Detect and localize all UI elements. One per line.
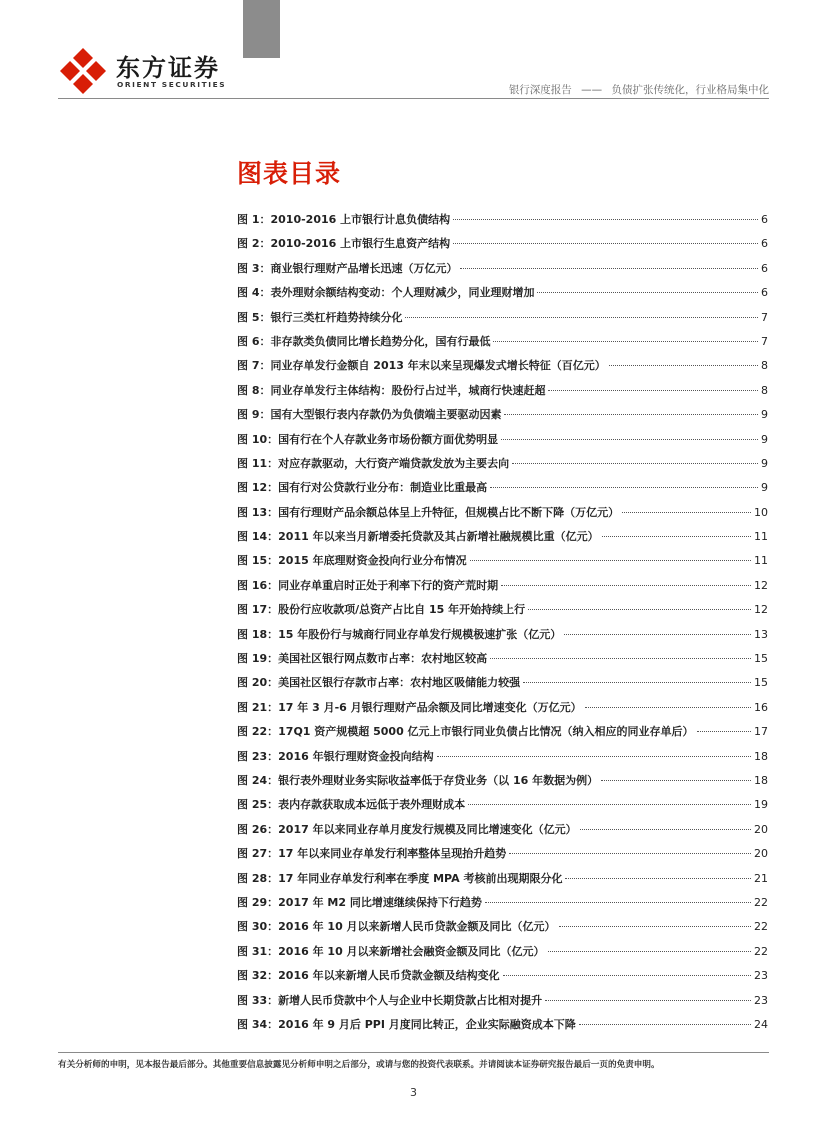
toc-entry-page: 9: [761, 408, 768, 422]
toc-entry-page: 15: [754, 652, 768, 666]
toc-entry-label: 图 11：对应存款驱动，大行资产端贷款发放为主要去向: [237, 456, 510, 470]
toc-entry-page: 6: [761, 261, 768, 275]
toc-leader-dots: [545, 1000, 751, 1001]
toc-leader-dots: [437, 756, 751, 757]
toc-leader-dots: [602, 536, 751, 537]
toc-leader-dots: [453, 243, 758, 244]
toc-leader-dots: [601, 780, 751, 781]
toc-entry[interactable]: [237, 257, 768, 281]
toc-entry[interactable]: [237, 769, 768, 793]
toc-entry-label: 图 26：2017 年以来同业存单月度发行规模及同比增速变化（亿元）: [237, 822, 577, 836]
toc-entry[interactable]: [237, 501, 768, 525]
toc-entry[interactable]: [237, 989, 768, 1013]
toc-leader-dots: [559, 926, 751, 927]
toc-leader-dots: [537, 292, 758, 293]
toc-entry-page: 18: [754, 749, 768, 763]
toc-leader-dots: [548, 951, 751, 952]
toc-entry[interactable]: [237, 1013, 768, 1037]
toc-leader-dots: [523, 682, 751, 683]
toc-leader-dots: [468, 804, 751, 805]
toc-leader-dots: [501, 585, 751, 586]
toc-leader-dots: [565, 878, 751, 879]
toc-entry-page: 15: [754, 676, 768, 690]
toc-entry-label: 图 8：同业存单发行主体结构：股份行占过半，城商行快速赶超: [237, 383, 546, 397]
running-header: [509, 82, 769, 97]
toc-entry-page: 22: [754, 895, 768, 909]
table-of-figures: [237, 208, 768, 1037]
toc-entry-label: 图 6：非存款类负债同比增长趋势分化，国有行最低: [237, 334, 491, 348]
toc-entry-page: 24: [754, 1017, 768, 1031]
toc-leader-dots: [579, 1024, 751, 1025]
toc-entry-page: 20: [754, 847, 768, 861]
toc-entry[interactable]: [237, 964, 768, 988]
toc-entry[interactable]: [237, 232, 768, 256]
toc-entry-page: 22: [754, 944, 768, 958]
toc-entry[interactable]: [237, 379, 768, 403]
toc-leader-dots: [697, 731, 751, 732]
report-type: 银行深度报告: [508, 84, 572, 96]
toc-leader-dots: [493, 341, 758, 342]
page-number: 3: [410, 1086, 417, 1099]
toc-entry-page: 11: [754, 530, 768, 544]
toc-entry[interactable]: [237, 403, 768, 427]
toc-entry-label: 图 3：商业银行理财产品增长迅速（万亿元）: [237, 261, 458, 275]
toc-entry-page: 19: [754, 798, 768, 812]
toc-leader-dots: [470, 560, 751, 561]
toc-entry-page: 12: [754, 578, 768, 592]
footer-divider: [58, 1052, 769, 1053]
toc-entry-page: 7: [761, 334, 768, 348]
brand-logo: [58, 46, 228, 96]
toc-entry-label: 图 5：银行三类杠杆趋势持续分化: [237, 310, 403, 324]
toc-entry-label: 图 30：2016 年 10 月以来新增人民币贷款金额及同比（亿元）: [237, 920, 556, 934]
toc-entry[interactable]: [237, 720, 768, 744]
toc-entry[interactable]: [237, 354, 768, 378]
toc-entry-label: 图 34：2016 年 9 月后 PPI 月度同比转正，企业实际融资成本下降: [237, 1017, 576, 1031]
toc-leader-dots: [580, 829, 751, 830]
header-separator: ——: [581, 84, 603, 96]
toc-entry[interactable]: [237, 818, 768, 842]
toc-entry-page: 23: [754, 969, 768, 983]
toc-leader-dots: [585, 707, 751, 708]
toc-entry-label: 图 19：美国社区银行网点数市占率：农村地区较高: [237, 652, 488, 666]
toc-entry-label: 图 23：2016 年银行理财资金投向结构: [237, 749, 434, 763]
toc-leader-dots: [453, 219, 758, 220]
toc-entry[interactable]: [237, 891, 768, 915]
toc-entry-label: 图 4：表外理财余额结构变动：个人理财减少，同业理财增加: [237, 286, 535, 300]
toc-entry-label: 图 16：同业存单重启时正处于利率下行的资产荒时期: [237, 578, 499, 592]
toc-entry[interactable]: [237, 452, 768, 476]
toc-entry[interactable]: [237, 793, 768, 817]
toc-entry-label: 图 29：2017 年 M2 同比增速继续保持下行趋势: [237, 895, 482, 909]
toc-entry-label: 图 9：国有大型银行表内存款仍为负债端主要驱动因素: [237, 408, 502, 422]
toc-entry[interactable]: [237, 208, 768, 232]
toc-entry-label: 图 7：同业存单发行金额自 2013 年末以来呈现爆发式增长特征（百亿元）: [237, 359, 606, 373]
toc-entry[interactable]: [237, 671, 768, 695]
toc-leader-dots: [460, 268, 758, 269]
brand-name-cn: 东方证券: [116, 54, 220, 82]
toc-entry[interactable]: [237, 330, 768, 354]
toc-entry-page: 13: [754, 627, 768, 641]
toc-entry-page: 6: [761, 213, 768, 226]
toc-entry-page: 12: [754, 603, 768, 617]
toc-entry[interactable]: [237, 428, 768, 452]
toc-leader-dots: [485, 902, 751, 903]
toc-entry-label: 图 15：2015 年底理财资金投向行业分布情况: [237, 554, 467, 568]
toc-entry-label: 图 1：2010-2016 上市银行计息负债结构: [237, 213, 451, 226]
toc-entry[interactable]: [237, 940, 768, 964]
toc-entry-page: 6: [761, 286, 768, 300]
page-title: 图表目录: [237, 159, 342, 188]
toc-entry-label: 图 28：17 年同业存单发行利率在季度 MPA 考核前出现期限分化: [237, 871, 563, 885]
toc-entry-page: 9: [761, 456, 768, 470]
toc-entry-label: 图 22：17Q1 资产规模超 5000 亿元上市银行同业负债占比情况（纳入相应的同业存单后）: [237, 725, 694, 739]
toc-entry[interactable]: [237, 476, 768, 500]
toc-leader-dots: [609, 365, 758, 366]
toc-entry-label: 图 2：2010-2016 上市银行生息资产结构: [237, 237, 451, 251]
toc-entry-label: 图 10：国有行在个人存款业务市场份额方面优势明显: [237, 432, 499, 446]
report-subtitle: 负债扩张传统化，行业格局集中化: [611, 84, 769, 96]
toc-entry-label: 图 14：2011 年以来当月新增委托贷款及其占新增社融规模比重（亿元）: [237, 530, 599, 544]
toc-entry[interactable]: [237, 647, 768, 671]
toc-entry-page: 7: [761, 310, 768, 324]
toc-leader-dots: [512, 463, 758, 464]
toc-leader-dots: [504, 414, 758, 415]
toc-entry[interactable]: [237, 525, 768, 549]
toc-entry-label: 图 24：银行表外理财业务实际收益率低于存贷业务（以 16 年数据为例）: [237, 773, 599, 787]
header-divider: [58, 98, 769, 99]
header-gray-bar: [243, 0, 280, 58]
toc-leader-dots: [528, 609, 751, 610]
toc-entry-page: 9: [761, 481, 768, 495]
toc-entry-label: 图 17：股份行应收款项/总资产占比自 15 年开始持续上行: [237, 603, 526, 617]
toc-entry-page: 21: [754, 871, 768, 885]
toc-entry[interactable]: [237, 598, 768, 622]
toc-entry-page: 18: [754, 773, 768, 787]
toc-entry-label: 图 18：15 年股份行与城商行同业存单发行规模极速扩张（亿元）: [237, 627, 562, 641]
toc-leader-dots: [548, 390, 758, 391]
toc-entry-label: 图 21：17 年 3 月-6 月银行理财产品余额及同比增速变化（万亿元）: [237, 700, 582, 714]
toc-entry-label: 图 13：国有行理财产品余额总体呈上升特征，但规模占比不断下降（万亿元）: [237, 505, 620, 519]
toc-entry-label: 图 20：美国社区银行存款市占率：农村地区吸储能力较强: [237, 676, 521, 690]
toc-entry-label: 图 25：表内存款获取成本远低于表外理财成本: [237, 798, 466, 812]
toc-leader-dots: [564, 634, 751, 635]
toc-entry[interactable]: [237, 842, 768, 866]
toc-leader-dots: [405, 317, 758, 318]
brand-name-en: ORIENT SECURITIES: [117, 80, 227, 89]
toc-entry[interactable]: [237, 281, 768, 305]
toc-entry[interactable]: [237, 915, 768, 939]
toc-leader-dots: [509, 853, 751, 854]
toc-entry[interactable]: [237, 623, 768, 647]
toc-entry[interactable]: [237, 574, 768, 598]
toc-leader-dots: [501, 439, 758, 440]
toc-leader-dots: [490, 658, 751, 659]
footer-disclaimer: 有关分析师的申明，见本报告最后部分。其他重要信息披露见分析师申明之后部分，或请与您的投资代表联系。并请阅读本证券研究报告最后一页的免责申明。: [58, 1060, 660, 1070]
toc-entry-page: 8: [761, 383, 768, 397]
toc-leader-dots: [622, 512, 751, 513]
toc-entry[interactable]: [237, 696, 768, 720]
toc-entry-label: 图 12：国有行对公贷款行业分布：制造业比重最高: [237, 481, 488, 495]
toc-leader-dots: [490, 487, 758, 488]
toc-entry[interactable]: [237, 306, 768, 330]
toc-entry-page: 17: [754, 725, 768, 739]
toc-entry-page: 22: [754, 920, 768, 934]
toc-entry-page: 23: [754, 993, 768, 1007]
toc-entry-label: 图 33：新增人民币贷款中个人与企业中长期贷款占比相对提升: [237, 993, 543, 1007]
toc-entry-label: 图 32：2016 年以来新增人民币贷款金额及结构变化: [237, 969, 500, 983]
logo-mark-icon: [58, 46, 108, 94]
toc-entry-page: 10: [754, 505, 768, 519]
toc-entry-label: 图 27：17 年以来同业存单发行利率整体呈现抬升趋势: [237, 847, 507, 861]
toc-leader-dots: [503, 975, 751, 976]
toc-entry-page: 6: [761, 237, 768, 251]
toc-entry[interactable]: [237, 549, 768, 573]
toc-entry[interactable]: [237, 867, 768, 891]
toc-entry-label: 图 31：2016 年 10 月以来新增社会融资金额及同比（亿元）: [237, 944, 545, 958]
toc-entry-page: 11: [754, 554, 768, 568]
toc-entry[interactable]: [237, 745, 768, 769]
toc-entry-page: 9: [761, 432, 768, 446]
toc-entry-page: 8: [761, 359, 768, 373]
toc-entry-page: 16: [754, 700, 768, 714]
toc-entry-page: 20: [754, 822, 768, 836]
